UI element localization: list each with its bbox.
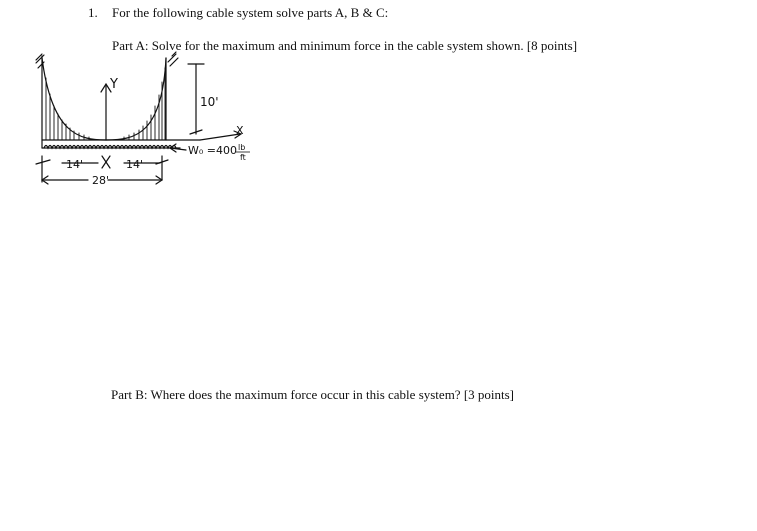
distributed-load (44, 146, 176, 149)
x-axis-arrowhead (234, 131, 241, 138)
part-b-prompt: Part B: Where does the maximum force occur in this cable system? [3 points] (111, 387, 515, 402)
load-units-top: lb (238, 143, 246, 152)
half-span-left-label: 14' (66, 158, 84, 171)
right-support-hatch (168, 52, 178, 66)
x-axis-line (200, 134, 240, 140)
question-text: For the following cable system solve parts A, B & C: (112, 5, 389, 20)
y-axis-arrowhead (101, 84, 111, 92)
cable-curve (42, 58, 166, 140)
height-label: 10' (200, 95, 219, 109)
hanger-lines (46, 68, 165, 140)
part-a-prompt: Part A: Solve for the maximum and minimum force in the cable system shown. [8 points] (112, 38, 578, 53)
total-span-label: 28' (92, 174, 110, 187)
span-dimensions (36, 156, 168, 184)
left-support-hatch (36, 54, 44, 68)
load-pointer-line (170, 148, 186, 150)
load-units-bottom: ft (240, 153, 246, 162)
question-number: 1. (88, 5, 98, 20)
half-span-right-label: 14' (126, 158, 144, 171)
y-axis-label: Y (110, 77, 118, 92)
x-axis-label: X (236, 124, 244, 137)
load-label: W₀ =400 (188, 144, 237, 157)
